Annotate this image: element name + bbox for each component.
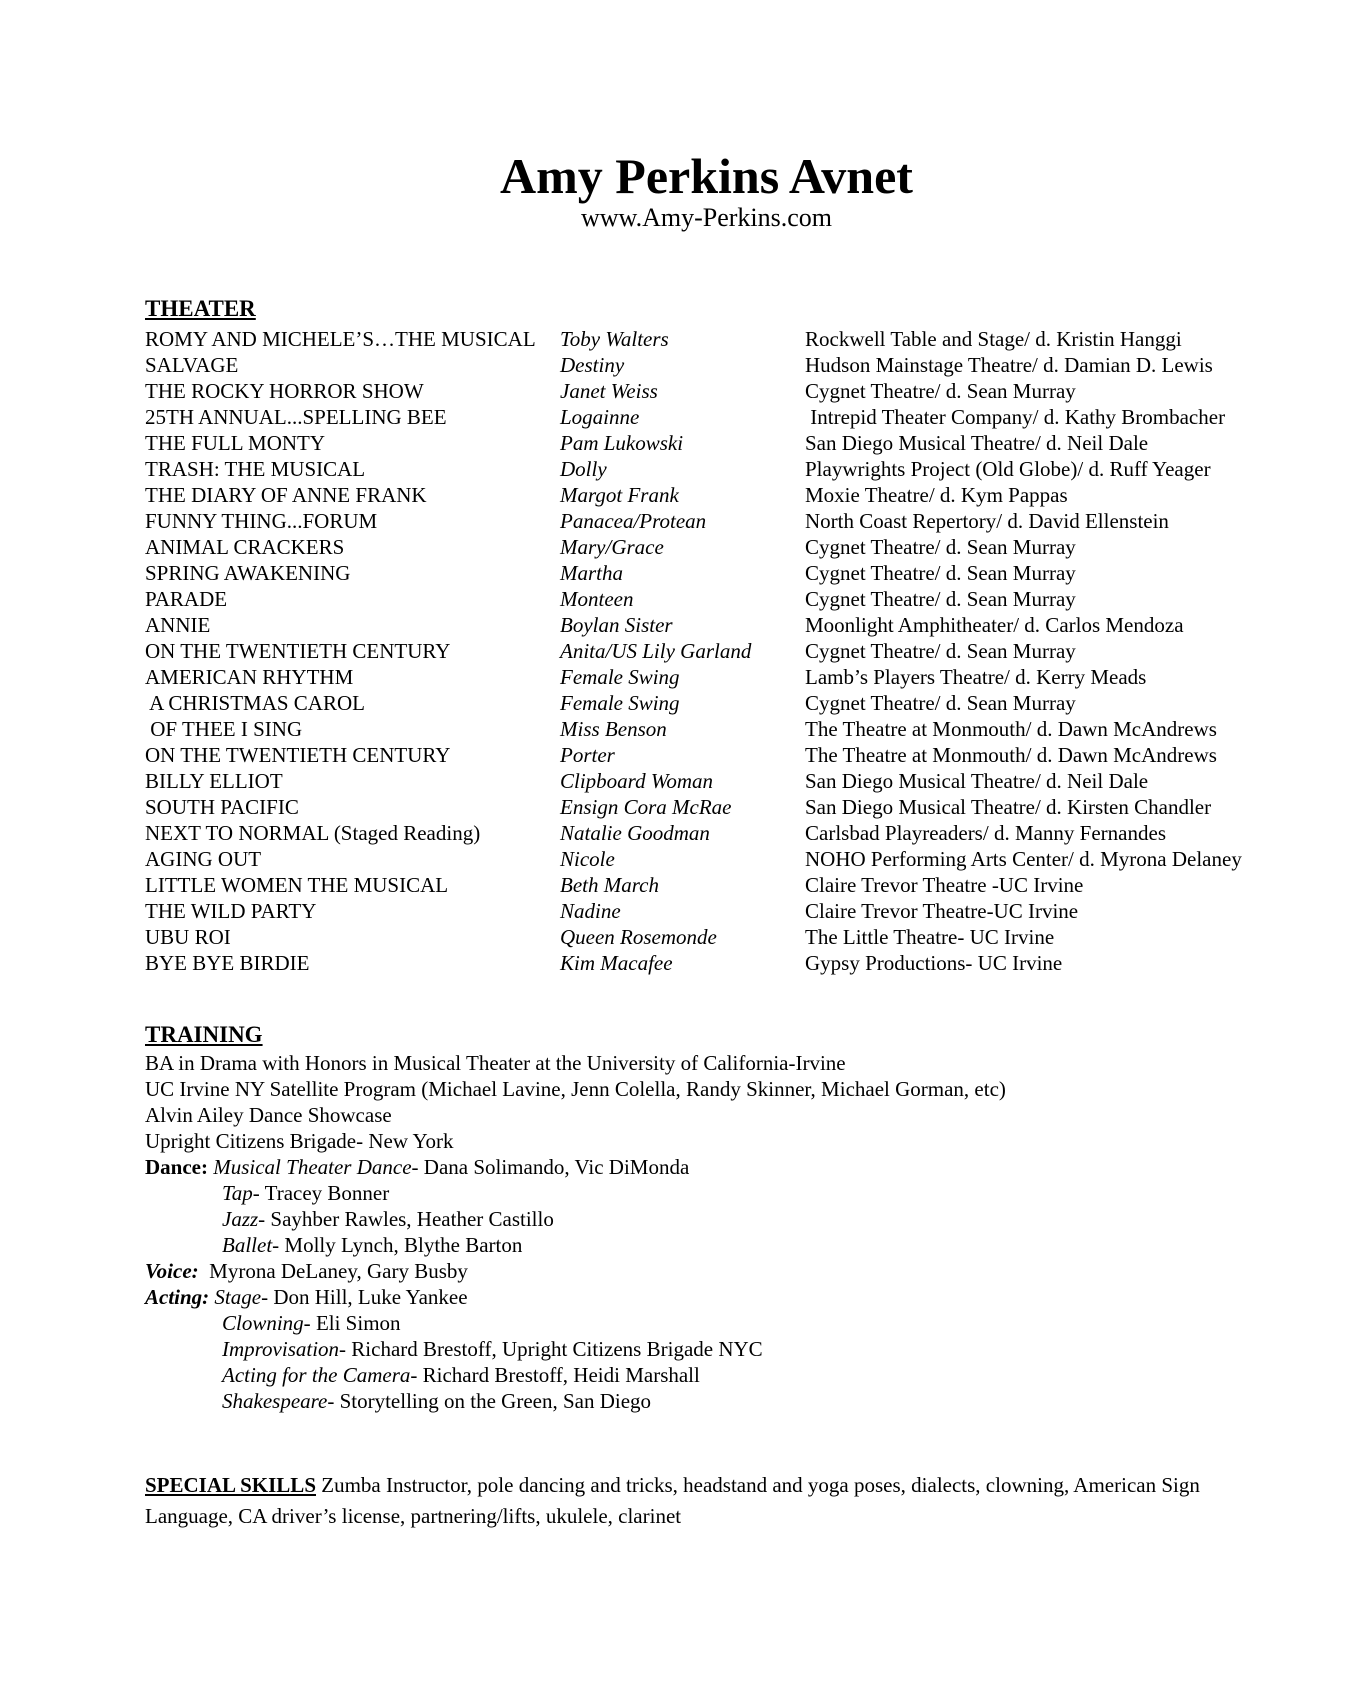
theater-row <box>145 586 1273 612</box>
theater-row <box>145 404 1273 430</box>
theater-row <box>145 456 1273 482</box>
show-title: 25TH ANNUAL...SPELLING BEE <box>145 405 447 429</box>
training-line <box>145 1284 1273 1310</box>
theater-credits-table <box>145 326 1273 976</box>
training-segment: Upright Citizens Brigade- New York <box>145 1129 454 1153</box>
special-skills-heading: SPECIAL SKILLS <box>145 1473 316 1497</box>
venue-director: Lamb’s Players Theatre/ d. Kerry Meads <box>805 665 1147 689</box>
role-name: Nadine <box>560 899 621 923</box>
role-name: Clipboard Woman <box>560 769 714 793</box>
venue-director: Cygnet Theatre/ d. Sean Murray <box>805 379 1076 403</box>
training-segment: Alvin Ailey Dance Showcase <box>145 1103 392 1127</box>
training-segment: Dana Solimando, Vic DiMonda <box>418 1155 690 1179</box>
theater-row <box>145 716 1273 742</box>
show-title: ON THE TWENTIETH CENTURY <box>145 743 451 767</box>
role-name: Pam Lukowski <box>560 431 684 455</box>
role-name: Ensign Cora McRae <box>560 795 732 819</box>
show-title: UBU ROI <box>145 925 231 949</box>
venue-director: Moonlight Amphitheater/ d. Carlos Mendoza <box>805 613 1184 637</box>
training-line <box>145 1128 1273 1154</box>
training-line <box>145 1232 1273 1258</box>
role-name: Margot Frank <box>560 483 679 507</box>
training-line <box>145 1180 1273 1206</box>
venue-director: Cygnet Theatre/ d. Sean Murray <box>805 561 1076 585</box>
venue-director: North Coast Repertory/ d. David Ellenstein <box>805 509 1169 533</box>
page-title: Amy Perkins Avnet <box>500 148 913 204</box>
theater-row <box>145 742 1273 768</box>
show-title: THE FULL MONTY <box>145 431 326 455</box>
role-name: Female Swing <box>560 691 680 715</box>
show-title: PARADE <box>145 587 228 611</box>
venue-director: Carlsbad Playreaders/ d. Manny Fernandes <box>805 821 1166 845</box>
training-segment: Acting for the Camera- <box>222 1363 418 1387</box>
venue-director: The Little Theatre- UC Irvine <box>805 925 1055 949</box>
role-name: Female Swing <box>560 665 680 689</box>
training-line <box>145 1336 1273 1362</box>
special-skills-paragraph <box>145 1470 1263 1532</box>
training-line <box>145 1154 1273 1180</box>
role-name: Monteen <box>560 587 634 611</box>
role-name: Dolly <box>560 457 607 481</box>
role-name: Nicole <box>560 847 615 871</box>
training-list <box>145 1050 1273 1414</box>
theater-section-heading: THEATER <box>145 296 256 321</box>
venue-director: Claire Trevor Theatre -UC Irvine <box>805 873 1084 897</box>
resume-header <box>145 0 1268 234</box>
training-line <box>145 1258 1273 1284</box>
training-segment: Eli Simon <box>310 1311 401 1335</box>
theater-row <box>145 950 1273 976</box>
show-title: THE DIARY OF ANNE FRANK <box>145 483 427 507</box>
theater-row <box>145 534 1273 560</box>
show-title: TRASH: THE MUSICAL <box>145 457 366 481</box>
resume-body <box>0 296 1368 1532</box>
training-segment: UC Irvine NY Satellite Program (Michael Lavine, Jenn Colella, Randy Skinner, Michael Gorman, etc) <box>145 1077 1006 1101</box>
training-line <box>145 1362 1273 1388</box>
training-segment: Myrona DeLaney, Gary Busby <box>198 1259 468 1283</box>
training-segment: Richard Brestoff, Heidi Marshall <box>417 1363 700 1387</box>
show-title: AMERICAN RHYTHM <box>145 665 354 689</box>
training-segment: Clowning- <box>222 1311 311 1335</box>
training-line <box>145 1076 1273 1102</box>
theater-row <box>145 326 1273 352</box>
show-title: ROMY AND MICHELE’S…THE MUSICAL <box>145 327 536 351</box>
show-title: BYE BYE BIRDIE <box>145 951 310 975</box>
training-line <box>145 1388 1273 1414</box>
show-title: SPRING AWAKENING <box>145 561 351 585</box>
training-segment: Acting: <box>145 1285 215 1309</box>
theater-row <box>145 820 1273 846</box>
training-segment: Richard Brestoff, Upright Citizens Brigade NYC <box>346 1337 763 1361</box>
theater-row <box>145 794 1273 820</box>
theater-row <box>145 768 1273 794</box>
training-segment: Stage- <box>214 1285 269 1309</box>
role-name: Kim Macafee <box>560 951 673 975</box>
theater-row <box>145 664 1273 690</box>
venue-director: Playwrights Project (Old Globe)/ d. Ruff Yeager <box>805 457 1211 481</box>
training-segment: Jazz- <box>222 1207 266 1231</box>
show-title: ANNIE <box>145 613 211 637</box>
role-name: Martha <box>560 561 623 585</box>
show-title: THE WILD PARTY <box>145 899 317 923</box>
theater-row <box>145 482 1273 508</box>
theater-row <box>145 430 1273 456</box>
venue-director: Cygnet Theatre/ d. Sean Murray <box>805 691 1076 715</box>
theater-row <box>145 638 1273 664</box>
training-line <box>145 1310 1273 1336</box>
role-name: Boylan Sister <box>560 613 673 637</box>
training-segment: Shakespeare- <box>222 1389 335 1413</box>
role-name: Natalie Goodman <box>560 821 710 845</box>
training-segment: Don Hill, Luke Yankee <box>268 1285 468 1309</box>
training-segment: Sayhber Rawles, Heather Castillo <box>265 1207 554 1231</box>
theater-row <box>145 690 1273 716</box>
training-segment: Tracey Bonner <box>259 1181 390 1205</box>
theater-row <box>145 508 1273 534</box>
show-title: OF THEE I SING <box>145 717 303 741</box>
venue-director: Moxie Theatre/ d. Kym Pappas <box>805 483 1068 507</box>
website-url: www.Amy-Perkins.com <box>580 203 833 232</box>
theater-row <box>145 924 1273 950</box>
role-name: Queen Rosemonde <box>560 925 717 949</box>
venue-director: San Diego Musical Theatre/ d. Kirsten Chandler <box>805 795 1212 819</box>
show-title: FUNNY THING...FORUM <box>145 509 378 533</box>
venue-director: Hudson Mainstage Theatre/ d. Damian D. Lewis <box>805 353 1213 377</box>
training-segment: Musical Theater Dance- <box>213 1155 419 1179</box>
training-section-heading: TRAINING <box>145 1022 263 1047</box>
venue-director: Cygnet Theatre/ d. Sean Murray <box>805 587 1076 611</box>
training-segment: Molly Lynch, Blythe Barton <box>279 1233 523 1257</box>
show-title: ANIMAL CRACKERS <box>145 535 345 559</box>
role-name: Toby Walters <box>560 327 669 351</box>
training-segment: Tap- <box>222 1181 260 1205</box>
theater-row <box>145 560 1273 586</box>
training-line <box>145 1206 1273 1232</box>
training-line <box>145 1102 1273 1128</box>
theater-row <box>145 352 1273 378</box>
role-name: Destiny <box>560 353 625 377</box>
show-title: A CHRISTMAS CAROL <box>145 691 365 715</box>
venue-director: Intrepid Theater Company/ d. Kathy Brombacher <box>805 405 1226 429</box>
training-segment: Storytelling on the Green, San Diego <box>334 1389 652 1413</box>
show-title: SOUTH PACIFIC <box>145 795 299 819</box>
role-name: Porter <box>560 743 615 767</box>
show-title: ON THE TWENTIETH CENTURY <box>145 639 451 663</box>
show-title: THE ROCKY HORROR SHOW <box>145 379 424 403</box>
role-name: Miss Benson <box>560 717 667 741</box>
training-segment: BA in Drama with Honors in Musical Theater at the University of California-Irvine <box>145 1051 846 1075</box>
show-title: NEXT TO NORMAL (Staged Reading) <box>145 821 481 845</box>
training-segment: Dance: <box>145 1155 214 1179</box>
show-title: LITTLE WOMEN THE MUSICAL <box>145 873 449 897</box>
theater-row <box>145 378 1273 404</box>
venue-director: Rockwell Table and Stage/ d. Kristin Hanggi <box>805 327 1182 351</box>
theater-row <box>145 898 1273 924</box>
training-segment: Ballet- <box>222 1233 280 1257</box>
show-title: SALVAGE <box>145 353 239 377</box>
training-segment: Improvisation- <box>222 1337 347 1361</box>
venue-director: San Diego Musical Theatre/ d. Neil Dale <box>805 769 1149 793</box>
role-name: Janet Weiss <box>560 379 658 403</box>
theater-row <box>145 612 1273 638</box>
training-line <box>145 1050 1273 1076</box>
venue-director: Claire Trevor Theatre-UC Irvine <box>805 899 1079 923</box>
theater-row <box>145 846 1273 872</box>
venue-director: Cygnet Theatre/ d. Sean Murray <box>805 535 1076 559</box>
role-name: Panacea/Protean <box>560 509 707 533</box>
venue-director: NOHO Performing Arts Center/ d. Myrona Delaney <box>805 847 1242 871</box>
venue-director: The Theatre at Monmouth/ d. Dawn McAndrews <box>805 717 1217 741</box>
role-name: Logainne <box>560 405 640 429</box>
venue-director: San Diego Musical Theatre/ d. Neil Dale <box>805 431 1149 455</box>
venue-director: The Theatre at Monmouth/ d. Dawn McAndrews <box>805 743 1217 767</box>
theater-row <box>145 872 1273 898</box>
training-segment: Voice: <box>145 1259 199 1283</box>
venue-director: Gypsy Productions- UC Irvine <box>805 951 1063 975</box>
special-skills-text: Zumba Instructor, pole dancing and tricks, headstand and yoga poses, dialects, clowning, American Sign Language, CA driver’s license, partnering/lifts, ukulele, clarinet <box>145 1473 1200 1528</box>
show-title: BILLY ELLIOT <box>145 769 283 793</box>
role-name: Mary/Grace <box>560 535 664 559</box>
role-name: Beth March <box>560 873 659 897</box>
venue-director: Cygnet Theatre/ d. Sean Murray <box>805 639 1076 663</box>
show-title: AGING OUT <box>145 847 262 871</box>
role-name: Anita/US Lily Garland <box>560 639 752 663</box>
